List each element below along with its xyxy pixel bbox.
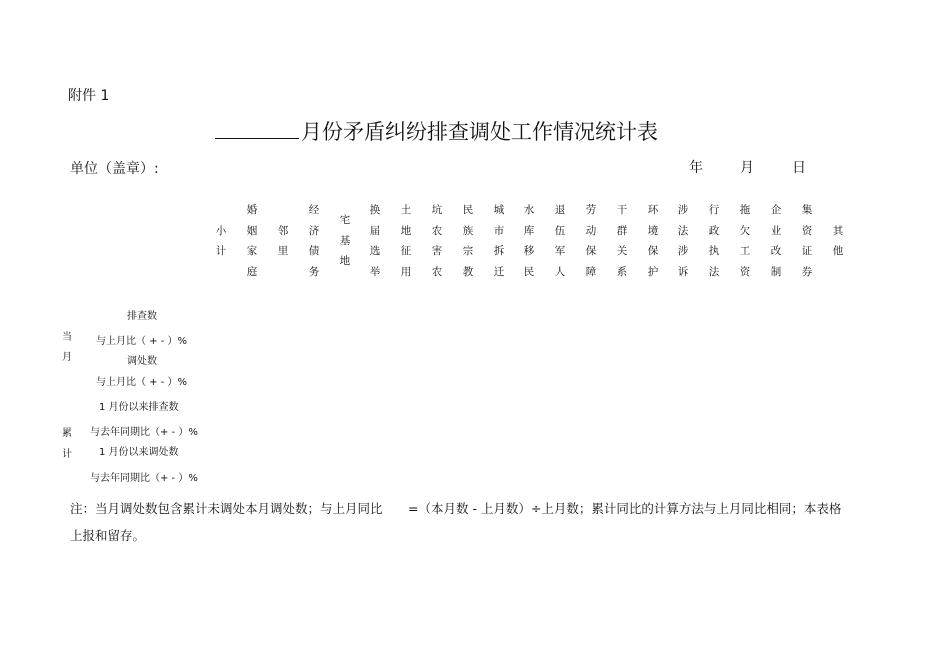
column-header-char: 券: [801, 265, 813, 278]
column-header-char: 移: [523, 245, 535, 257]
row-label-resolve-mom: 与上月比（ + - ）%: [96, 377, 188, 388]
column-header-char: 拆: [493, 245, 505, 257]
date-year-label: 年: [689, 160, 703, 176]
row-label-check-count: 排查数: [127, 311, 157, 322]
column-header-char: 集: [801, 204, 813, 216]
column-header-char: 证: [801, 245, 813, 257]
column-header-char: 族: [462, 224, 474, 237]
column-header-char: 害: [431, 245, 443, 257]
column-header-char: 经: [308, 204, 320, 216]
row-label-ytd-resolve-yoy: 与去年同期比（+ - ）%: [90, 473, 198, 484]
column-header: [643, 200, 663, 282]
column-header-char: 计: [215, 245, 227, 257]
column-header-char: 干: [616, 204, 628, 216]
column-header-char: 宅: [339, 214, 351, 227]
row-label-check-mom: 与上月比（ + - ）%: [96, 336, 188, 347]
column-header-char: 基: [339, 234, 351, 247]
side-label-cumulative-1: 累: [62, 428, 72, 439]
column-header-char: 家: [246, 245, 258, 257]
column-header-char: 工: [739, 245, 751, 257]
date-month-label: 月: [740, 160, 754, 176]
column-header-char: 选: [369, 245, 381, 257]
column-header: [365, 200, 385, 282]
row-label-resolve-count: 调处数: [127, 356, 157, 367]
column-header-char: 伍: [554, 224, 566, 237]
row-label-ytd-check-yoy: 与去年同期比（+ - ）%: [90, 427, 198, 438]
column-header-char: 用: [400, 265, 412, 278]
column-header-char: 邻: [277, 224, 289, 237]
column-header: [458, 200, 478, 282]
column-header-char: 改: [770, 245, 782, 257]
column-header-char: 济: [308, 224, 320, 237]
column-header: [612, 200, 632, 282]
column-header: [673, 200, 693, 282]
column-header-char: 其: [832, 224, 844, 237]
column-header-char: 土: [400, 204, 412, 216]
column-header-char: 护: [647, 265, 659, 278]
column-header-char: 迁: [493, 265, 505, 278]
title-text: 月份矛盾纠纷排查调处工作情况统计表: [301, 120, 658, 144]
column-header-char: 拖: [739, 204, 751, 216]
column-header: [304, 200, 324, 282]
attachment-label: 附件 1: [68, 88, 110, 104]
column-header: [766, 200, 786, 282]
column-header-char: 制: [770, 265, 782, 278]
side-label-current-1: 当: [62, 332, 72, 343]
column-header: [273, 221, 293, 262]
column-header-char: 资: [739, 265, 751, 278]
column-header: [242, 200, 262, 282]
row-label-ytd-check: 1 月份以来排查数: [99, 402, 179, 413]
page-title: [215, 116, 658, 146]
column-header: [427, 200, 447, 282]
column-header-char: 举: [369, 265, 381, 278]
title-month-blank: [215, 120, 299, 139]
column-header-char: 企: [770, 204, 782, 216]
column-header-char: 教: [462, 265, 474, 278]
column-header: [211, 221, 231, 262]
column-header-char: 资: [801, 224, 813, 237]
column-header-char: 欠: [739, 224, 751, 237]
column-header: [797, 200, 817, 282]
column-header-char: 保: [647, 245, 659, 257]
column-header-char: 坑: [431, 204, 443, 216]
column-header-char: 军: [554, 245, 566, 257]
column-header-char: 涉: [677, 204, 689, 216]
column-header-char: 境: [647, 224, 659, 237]
column-header-char: 政: [708, 224, 720, 237]
column-header-char: 法: [677, 224, 689, 237]
column-header-char: 换: [369, 204, 381, 216]
column-header-char: 劳: [585, 204, 597, 216]
unit-seal-label: 单位（盖章）:: [70, 161, 159, 177]
column-header-char: 里: [277, 245, 289, 257]
column-header-char: 退: [554, 204, 566, 216]
column-header: [519, 200, 539, 282]
note-line-1b: =（本月数 - 上月数）÷上月数；累计同比的计算方法与上月同比相同；本表格: [408, 501, 842, 516]
column-header: [828, 221, 848, 262]
column-header-char: 地: [339, 255, 351, 268]
column-header-char: 届: [369, 224, 381, 237]
row-label-ytd-resolve: 1 月份以来调处数: [99, 447, 179, 458]
column-header-char: 执: [708, 245, 720, 257]
column-header: [335, 210, 355, 272]
column-header: [396, 200, 416, 282]
column-header-char: 他: [832, 245, 844, 257]
column-header-char: 地: [400, 224, 412, 237]
column-header-char: 城: [493, 204, 505, 216]
column-header-char: 姻: [246, 224, 258, 237]
side-label-cumulative-2: 计: [62, 449, 72, 460]
column-header-char: 宗: [462, 245, 474, 257]
column-header: [550, 200, 570, 282]
column-header-char: 法: [708, 265, 720, 278]
column-header: [704, 200, 724, 282]
column-header-char: 关: [616, 245, 628, 257]
column-header-char: 保: [585, 245, 597, 257]
column-header-char: 涉: [677, 245, 689, 257]
column-header-char: 农: [431, 224, 443, 237]
note-line-2: 上报和留存。: [70, 528, 146, 543]
column-header-char: 婚: [246, 204, 258, 216]
column-header-char: 库: [523, 224, 535, 237]
column-header-char: 民: [462, 204, 474, 216]
column-header-char: 诉: [677, 265, 689, 278]
column-header: [489, 200, 509, 282]
column-header-char: 债: [308, 245, 320, 257]
column-header: [735, 200, 755, 282]
column-header-char: 系: [616, 265, 628, 278]
column-header-char: 农: [431, 265, 443, 278]
side-label-current-2: 月: [62, 352, 72, 363]
column-header-char: 行: [708, 204, 720, 216]
column-header-char: 动: [585, 224, 597, 237]
column-header-char: 民: [523, 265, 535, 278]
column-header-char: 市: [493, 224, 505, 237]
column-header-char: 障: [585, 265, 597, 278]
column-header-char: 水: [523, 204, 535, 216]
date-day-label: 日: [792, 160, 806, 176]
note-line-1a: 注：当月调处数包含累计未调处本月调处数；与上月同比: [70, 501, 383, 516]
column-header-char: 群: [616, 224, 628, 237]
column-header-char: 征: [400, 245, 412, 257]
column-header-char: 庭: [246, 265, 258, 278]
column-header-char: 人: [554, 265, 566, 278]
column-header-char: 环: [647, 204, 659, 216]
column-header: [581, 200, 601, 282]
column-header-char: 小: [215, 224, 227, 237]
column-header-char: 业: [770, 224, 782, 237]
column-header-char: 务: [308, 265, 320, 278]
